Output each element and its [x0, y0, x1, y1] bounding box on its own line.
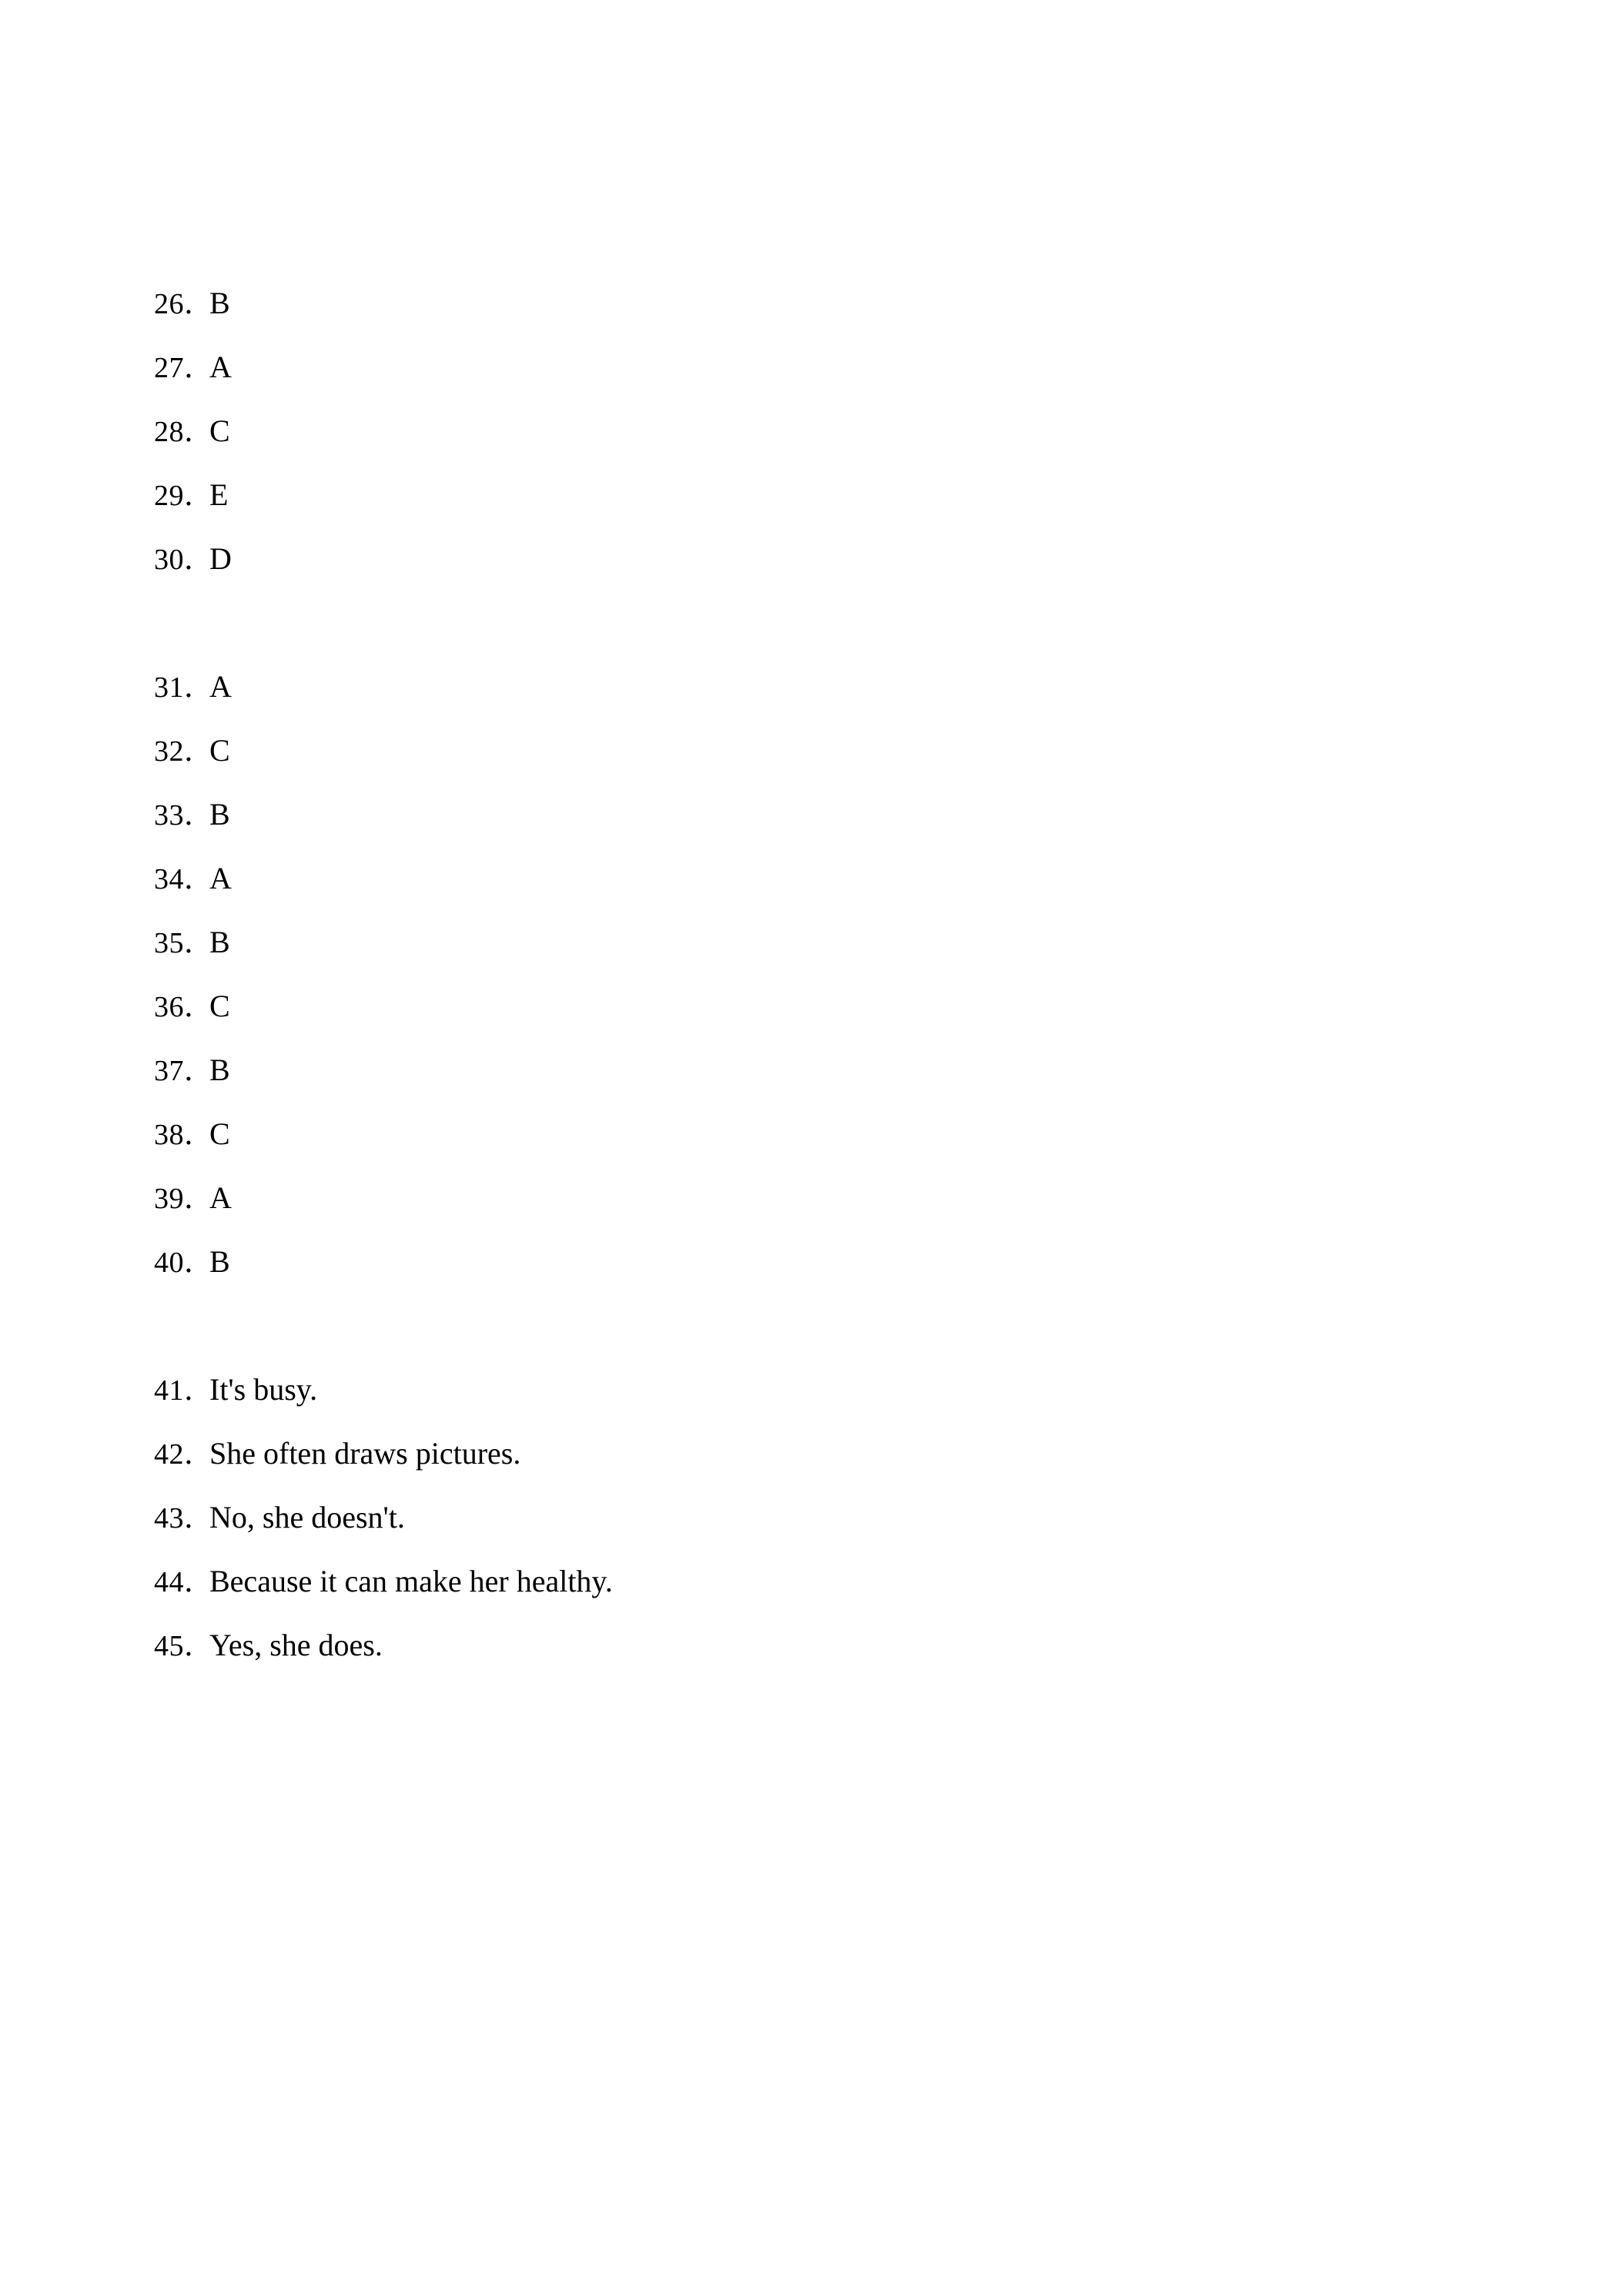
item-answer: B: [209, 286, 230, 320]
answer-line: [154, 910, 1463, 974]
item-answer: A: [209, 1180, 232, 1215]
answer-line: [154, 399, 1463, 463]
item-number: 35．: [154, 927, 214, 959]
item-answer: D: [209, 541, 232, 576]
answer-line: [154, 654, 1463, 718]
item-answer: She often draws pictures.: [209, 1436, 521, 1471]
answer-group: [154, 654, 1463, 1294]
answer-line: [154, 1421, 1463, 1485]
answer-line: [154, 1357, 1463, 1421]
item-answer: C: [209, 733, 230, 768]
item-number: 26．: [154, 288, 214, 320]
item-number: 33．: [154, 799, 214, 832]
item-answer: Because it can make her healthy.: [209, 1564, 613, 1598]
answer-line: [154, 463, 1463, 527]
item-number: 30．: [154, 544, 214, 576]
item-number: 36．: [154, 991, 214, 1023]
item-answer: C: [209, 1116, 230, 1151]
item-number: 38．: [154, 1119, 214, 1151]
item-answer: No, she doesn't.: [209, 1500, 405, 1535]
item-answer: B: [209, 1244, 230, 1279]
item-number: 42．: [154, 1438, 214, 1471]
answer-line: [154, 1613, 1463, 1677]
item-answer: C: [209, 413, 230, 448]
item-answer: A: [209, 669, 232, 704]
answer-line: [154, 1549, 1463, 1613]
answer-line: [154, 974, 1463, 1038]
answer-line: [154, 846, 1463, 910]
answer-line: [154, 271, 1463, 335]
item-answer: B: [209, 797, 230, 832]
item-answer: B: [209, 1053, 230, 1087]
item-number: 28．: [154, 416, 214, 448]
answer-group: [154, 271, 1463, 591]
answer-line: [154, 718, 1463, 782]
item-answer: It's busy.: [209, 1372, 318, 1407]
answer-line: [154, 1102, 1463, 1166]
item-number: 41．: [154, 1374, 214, 1407]
item-answer: C: [209, 989, 230, 1023]
item-number: 31．: [154, 671, 214, 704]
item-number: 44．: [154, 1566, 214, 1598]
answer-line: [154, 1485, 1463, 1549]
item-number: 37．: [154, 1055, 214, 1087]
item-answer: A: [209, 350, 232, 384]
answer-line: [154, 1230, 1463, 1294]
answer-line: [154, 1166, 1463, 1230]
item-answer: Yes, she does.: [209, 1628, 383, 1662]
item-number: 27．: [154, 352, 214, 384]
item-number: 32．: [154, 735, 214, 768]
item-number: 34．: [154, 863, 214, 895]
answer-line: [154, 1038, 1463, 1102]
item-number: 29．: [154, 480, 214, 512]
item-number: 40．: [154, 1247, 214, 1279]
answer-key-list: [154, 271, 1463, 1677]
answer-group: [154, 1357, 1463, 1677]
item-number: 43．: [154, 1502, 214, 1535]
answer-line: [154, 782, 1463, 846]
item-number: 39．: [154, 1183, 214, 1215]
item-answer: E: [209, 477, 229, 512]
item-answer: A: [209, 861, 232, 895]
item-number: 45．: [154, 1630, 214, 1662]
item-answer: B: [209, 925, 230, 959]
answer-line: [154, 335, 1463, 399]
answer-line: [154, 527, 1463, 591]
